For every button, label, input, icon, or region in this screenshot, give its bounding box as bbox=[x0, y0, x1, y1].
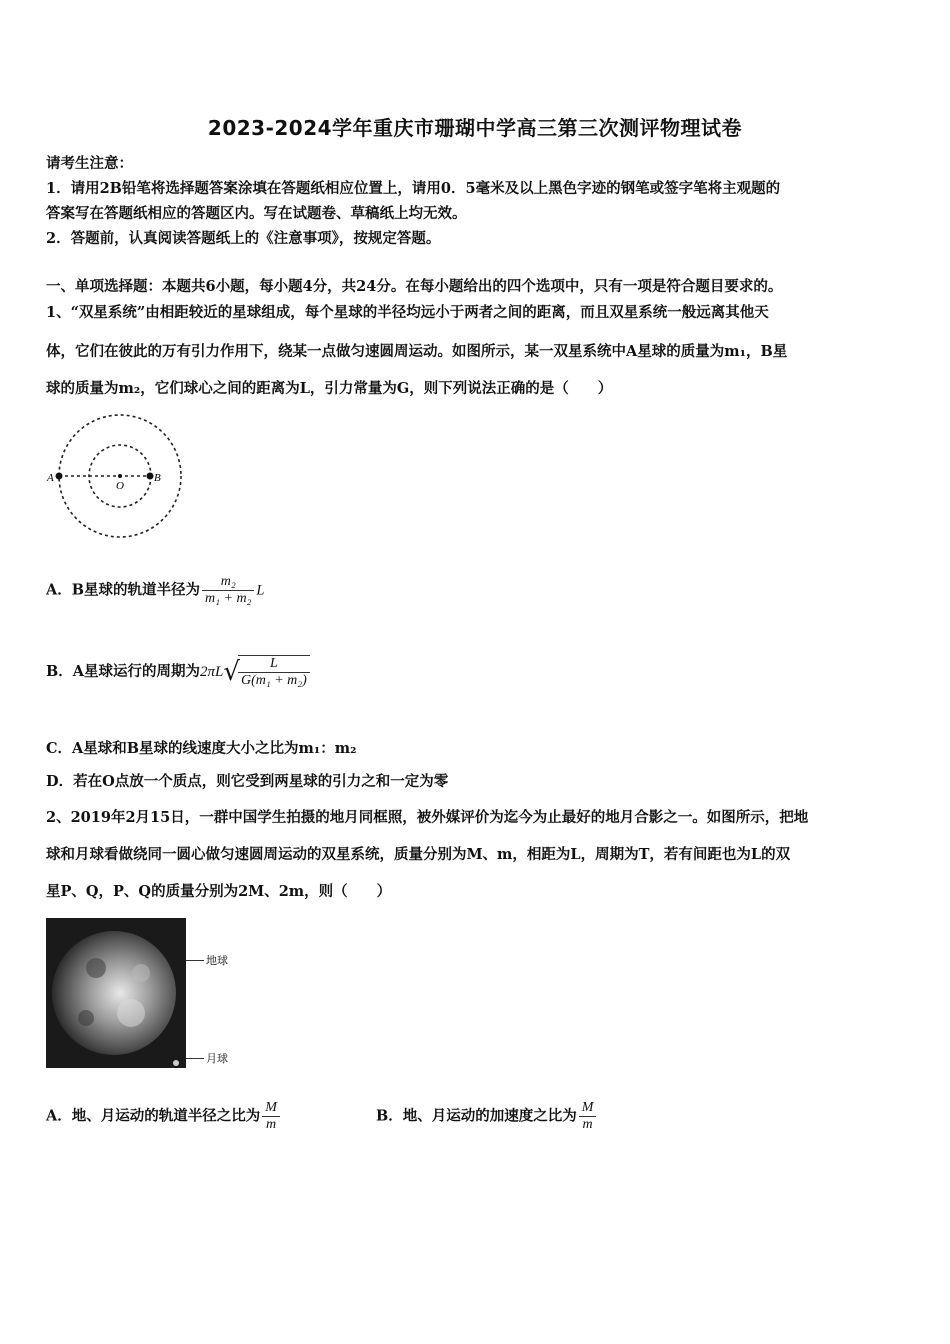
q2-option-b-fraction bbox=[579, 1100, 597, 1133]
q1-option-d[interactable]: D．若在O点放一个质点，则它受到两星球的引力之和一定为零 bbox=[46, 773, 449, 790]
moon-pointer-line bbox=[186, 1058, 204, 1059]
binary-star-figure bbox=[44, 410, 194, 550]
q1-option-a-numerator: m₂ bbox=[220, 574, 236, 589]
star-b-dot bbox=[147, 473, 154, 480]
earth-moon-photo-figure bbox=[46, 918, 246, 1070]
q1-option-b-fraction bbox=[238, 655, 310, 689]
q1-option-a[interactable] bbox=[46, 574, 265, 607]
label-b: B bbox=[154, 472, 161, 484]
q2-option-a-numerator: M bbox=[265, 1100, 277, 1115]
q2-option-a-denominator: m bbox=[262, 1116, 280, 1133]
q2-option-b-text: B．地、月运动的加速度之比为 bbox=[376, 1107, 577, 1125]
q2-line-3: 星P、Q，P、Q的质量分别为2M、2m，则（ ） bbox=[46, 883, 392, 900]
q2-option-a-text: A．地、月运动的轨道半径之比为 bbox=[46, 1107, 261, 1125]
star-a-dot bbox=[56, 473, 63, 480]
notice-item-2: 2．答题前，认真阅读答题纸上的《注意事项》，按规定答题。 bbox=[46, 230, 441, 247]
q1-option-b-prefix: 2πL bbox=[200, 664, 224, 680]
section-heading: 一、单项选择题：本题共6小题，每小题4分，共24分。在每小题给出的四个选项中，只有一项是符合题目要求的。 bbox=[46, 278, 783, 295]
earth-image bbox=[46, 918, 186, 1068]
page-title: 2023-2024学年重庆市珊瑚中学高三第三次测评物理试卷 bbox=[207, 116, 743, 140]
q1-option-a-fraction bbox=[202, 574, 254, 607]
q2-option-a-fraction bbox=[262, 1100, 280, 1133]
q1-option-b-text: B．A星球运行的周期为 bbox=[46, 663, 201, 680]
earth-pointer-line bbox=[186, 960, 204, 961]
q2-line-2: 球和月球看做绕同一圆心做匀速圆周运动的双星系统，质量分别为M、m，相距为L，周期为T，若有间距也为L的双 bbox=[46, 846, 791, 863]
earth-moon-photo bbox=[46, 918, 186, 1068]
q2-option-b-denominator: m bbox=[579, 1116, 597, 1133]
q2-option-b[interactable] bbox=[376, 1100, 598, 1133]
sqrt-icon: √ bbox=[223, 657, 240, 687]
earth-label: 地球 bbox=[206, 954, 228, 967]
q1-option-a-text: A．B星球的轨道半径为 bbox=[46, 581, 201, 599]
q1-option-b-denominator: G(m₁ + m₂) bbox=[238, 672, 310, 689]
q1-option-c[interactable]: C．A星球和B星球的线速度大小之比为m₁：m₂ bbox=[46, 740, 357, 757]
label-o: O bbox=[116, 480, 124, 492]
q1-option-b-numerator: L bbox=[269, 656, 278, 671]
q2-option-b-numerator: M bbox=[581, 1100, 594, 1115]
notice-item-1b: 答案写在答题纸相应的答题区内。写在试题卷、草稿纸上均无效。 bbox=[46, 205, 467, 222]
notice-item-1a: 1．请用2B铅笔将选择题答案涂填在答题纸相应位置上，请用0．5毫米及以上黑色字迹的钢笔或签字笔将主观题的 bbox=[46, 180, 781, 197]
q2-option-a[interactable] bbox=[46, 1100, 282, 1133]
label-a: A bbox=[47, 472, 54, 484]
q2-line-1: 2、2019年2月15日，一群中国学生拍摄的地月同框照，被外媒评价为迄今为止最好的地月合影之一。如图所示，把地 bbox=[46, 809, 809, 826]
notice-heading: 请考生注意： bbox=[46, 155, 133, 172]
q1-line-3: 球的质量为m₂，它们球心之间的距离为L，引力常量为G，则下列说法正确的是（ ） bbox=[46, 380, 613, 397]
q1-line-2: 体，它们在彼此的万有引力作用下，绕某一点做匀速圆周运动。如图所示，某一双星系统中A星球的质量为m₁，B星 bbox=[46, 343, 788, 360]
q1-option-a-tail: L bbox=[256, 582, 265, 599]
moon-label: 月球 bbox=[206, 1052, 228, 1065]
center-o-dot bbox=[118, 474, 122, 478]
q1-option-a-denominator: m₁ + m₂ bbox=[202, 590, 254, 607]
q1-option-b[interactable] bbox=[46, 655, 312, 689]
q1-line-1: 1、“双星系统”由相距较近的星球组成，每个星球的半径均远小于两者之间的距离，而且双星系统一般远离其他天 bbox=[46, 304, 769, 321]
